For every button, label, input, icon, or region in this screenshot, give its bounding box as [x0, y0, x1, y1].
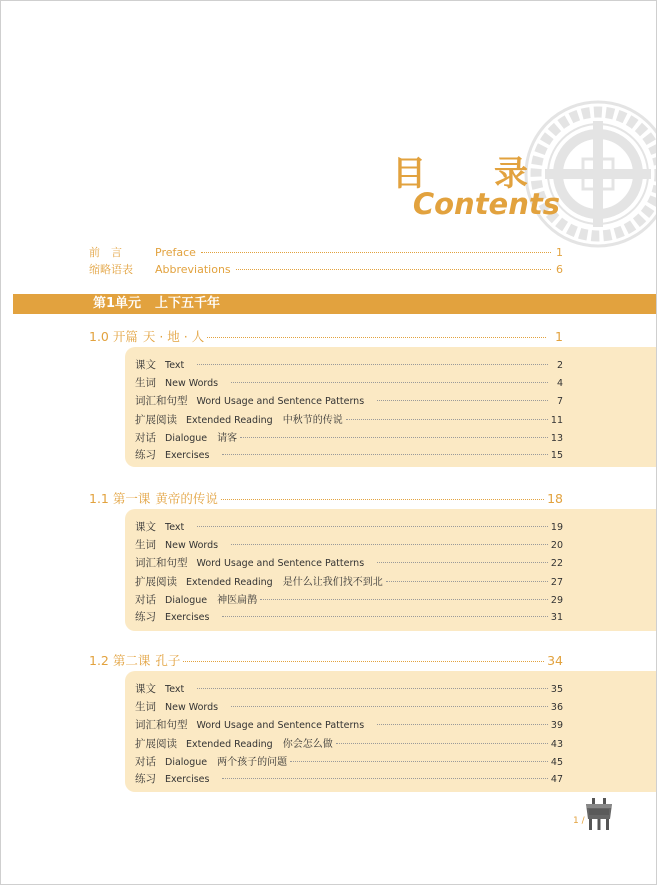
entry-english-label: Exercises [165, 450, 210, 461]
toc-entry[interactable] [135, 375, 563, 390]
dot-leader [377, 400, 548, 401]
dot-leader [336, 743, 548, 744]
entry-chinese-label: 词汇和句型 [135, 395, 188, 407]
page-number-value: 1 [573, 816, 579, 826]
entry-chinese-label: 扩展阅读 [135, 414, 177, 426]
toc-entry[interactable] [135, 357, 563, 372]
toc-entry[interactable] [135, 555, 563, 570]
toc-entry[interactable] [135, 681, 563, 696]
lesson-page-number: 1 [555, 329, 563, 344]
entry-page-number: 15 [550, 450, 563, 461]
entry-page-number: 2 [556, 360, 563, 371]
toc-entry-preface[interactable] [89, 244, 563, 260]
entry-page-number: 20 [550, 540, 563, 551]
lesson-title: 黄帝的传说 [155, 491, 218, 506]
dot-leader [222, 454, 547, 455]
dot-leader [201, 252, 551, 253]
entry-chinese-label: 扩展阅读 [135, 738, 177, 750]
entry-english-label: Extended Reading [186, 739, 273, 750]
toc-entry[interactable] [135, 717, 563, 732]
unit-header-bar [13, 294, 656, 314]
dot-leader [290, 761, 548, 762]
toc-entry[interactable] [135, 609, 563, 624]
page-title-english: Contents [412, 187, 560, 221]
entry-english-label: Extended Reading [186, 577, 273, 588]
entry-chinese-subtitle: 中秋节的传说 [282, 415, 343, 426]
entry-chinese-label: 练习 [135, 773, 156, 785]
entry-page-number: 45 [550, 757, 563, 768]
entry-english-label: Dialogue [165, 595, 208, 606]
entry-english-label: Word Usage and Sentence Patterns [196, 396, 365, 407]
dot-leader [222, 778, 547, 779]
toc-entry[interactable] [135, 753, 563, 769]
toc-entry[interactable] [135, 537, 563, 552]
toc-entry[interactable] [135, 393, 563, 408]
entry-page-number: 19 [550, 522, 563, 533]
entry-page-number: 1 [556, 246, 563, 259]
entry-english-label: Text [165, 522, 185, 533]
entry-page-number: 43 [550, 739, 563, 750]
entry-english-label: Dialogue [165, 757, 208, 768]
lesson-title: 天 · 地 · 人 [142, 329, 205, 344]
bronze-vessel-icon [583, 797, 615, 831]
entry-chinese-label: 对话 [135, 432, 156, 444]
unit-label: 第1单元 [93, 296, 142, 311]
dot-leader [183, 661, 544, 662]
entry-english-label: Exercises [165, 612, 210, 623]
entry-chinese-label: 练习 [135, 611, 156, 623]
entry-chinese-label: 对话 [135, 594, 156, 606]
entry-page-number: 29 [550, 595, 563, 606]
dot-leader [222, 616, 547, 617]
entry-english-label: Abbreviations [155, 263, 231, 276]
entry-page-number: 39 [550, 720, 563, 731]
toc-entry[interactable] [135, 519, 563, 534]
entry-chinese-label: 课文 [135, 521, 156, 533]
lesson-title: 孔子 [155, 653, 181, 668]
dot-leader [231, 382, 548, 383]
dot-leader [377, 562, 548, 563]
entry-chinese-label: 对话 [135, 756, 156, 768]
lesson-heading[interactable] [89, 489, 563, 507]
dot-leader [207, 337, 546, 338]
toc-entry[interactable] [135, 771, 563, 786]
dot-leader [231, 706, 548, 707]
entry-page-number: 47 [550, 774, 563, 785]
entry-page-number: 6 [556, 263, 563, 276]
dot-leader [231, 544, 548, 545]
entry-english-label: New Words [165, 540, 219, 551]
lesson-number: 1.0 开篇 [89, 329, 138, 344]
entry-english-label: Word Usage and Sentence Patterns [196, 558, 365, 569]
dot-leader [260, 599, 548, 600]
entry-chinese-label: 词汇和句型 [135, 557, 188, 569]
entry-chinese-label: 生词 [135, 377, 156, 389]
dot-leader [377, 724, 548, 725]
dot-leader [197, 526, 548, 527]
entry-english-label: Dialogue [165, 433, 208, 444]
entry-english-label: Extended Reading [186, 415, 273, 426]
toc-entry[interactable] [135, 573, 563, 589]
entry-english-label: Text [165, 684, 185, 695]
entry-english-label: New Words [165, 378, 219, 389]
dot-leader [197, 688, 548, 689]
entry-english-label: Word Usage and Sentence Patterns [196, 720, 365, 731]
entry-chinese-subtitle: 请客 [217, 433, 238, 444]
entry-english-label: Text [165, 360, 185, 371]
toc-entry[interactable] [135, 429, 563, 445]
dot-leader [240, 437, 548, 438]
entry-chinese-subtitle: 你会怎么做 [282, 739, 333, 750]
lesson-heading[interactable] [89, 327, 563, 345]
page-number: 1 / [573, 816, 585, 826]
page-title-chinese: 目 录 [392, 154, 556, 194]
dot-leader [197, 364, 548, 365]
entry-chinese-label: 词汇和句型 [135, 719, 188, 731]
entry-page-number: 13 [550, 433, 563, 444]
toc-entry[interactable] [135, 735, 563, 751]
entry-page-number: 11 [550, 415, 563, 426]
toc-entry[interactable] [135, 699, 563, 714]
entry-page-number: 36 [550, 702, 563, 713]
entry-page-number: 7 [556, 396, 563, 407]
dot-leader [386, 581, 548, 582]
toc-entry[interactable] [135, 447, 563, 462]
entry-page-number: 22 [550, 558, 563, 569]
entry-english-label: Preface [155, 246, 196, 259]
entry-chinese-subtitle: 是什么让我们找不到北 [282, 577, 383, 588]
entry-chinese-label: 生词 [135, 701, 156, 713]
entry-english-label: New Words [165, 702, 219, 713]
entry-chinese-label: 生词 [135, 539, 156, 551]
dot-leader [236, 269, 551, 270]
dot-leader [221, 499, 544, 500]
entry-chinese-label: 课文 [135, 359, 156, 371]
lesson-page-number: 18 [547, 491, 563, 506]
toc-entry[interactable] [135, 411, 563, 427]
entry-chinese-subtitle: 神医扁鹊 [217, 595, 258, 606]
entry-chinese-subtitle: 两个孩子的问题 [217, 757, 288, 768]
entry-english-label: Exercises [165, 774, 210, 785]
lesson-number: 1.2 第二课 [89, 653, 151, 668]
lesson-page-number: 34 [547, 653, 563, 668]
entry-page-number: 4 [556, 378, 563, 389]
entry-chinese-label: 缩略语表 [89, 263, 133, 276]
lesson-number: 1.1 第一课 [89, 491, 151, 506]
entry-chinese-label: 前 言 [89, 246, 122, 259]
lesson-heading[interactable] [89, 651, 563, 669]
entry-page-number: 31 [550, 612, 563, 623]
unit-title: 上下五千年 [155, 296, 221, 311]
entry-page-number: 27 [550, 577, 563, 588]
entry-page-number: 35 [550, 684, 563, 695]
dot-leader [346, 419, 548, 420]
entry-chinese-label: 课文 [135, 683, 156, 695]
toc-entry[interactable] [135, 591, 563, 607]
toc-entry-abbreviations[interactable] [89, 261, 563, 277]
entry-chinese-label: 扩展阅读 [135, 576, 177, 588]
entry-chinese-label: 练习 [135, 449, 156, 461]
